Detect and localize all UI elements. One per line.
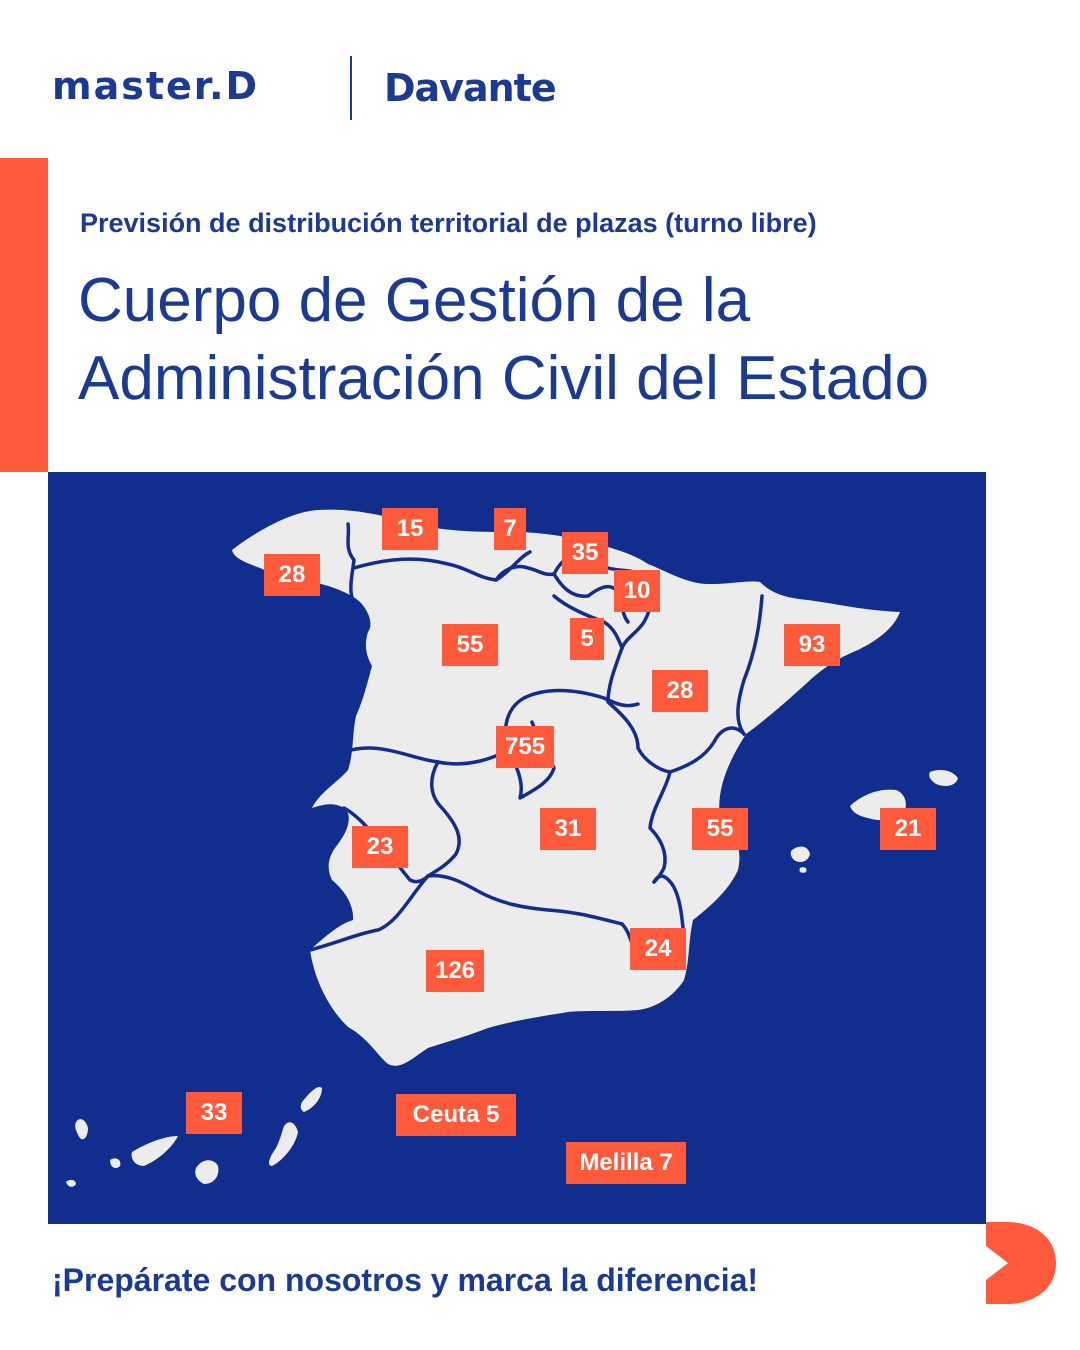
label-valencia: 55: [692, 808, 748, 850]
label-asturias: 15: [382, 508, 438, 550]
label-ceuta: Ceuta 5: [396, 1094, 516, 1136]
master-d-logo: master.D: [52, 64, 260, 108]
island-lanzarote: [301, 1087, 322, 1112]
logo-divider: [350, 56, 352, 120]
island-gran-canaria: [195, 1160, 218, 1184]
island-la-palma: [75, 1119, 88, 1139]
island-fuerteventura: [269, 1122, 298, 1166]
label-murcia: 24: [630, 928, 686, 970]
island-tenerife: [132, 1136, 178, 1166]
label-andalucia: 126: [426, 950, 484, 992]
label-cantabria: 7: [494, 508, 526, 550]
accent-bar: [0, 158, 48, 472]
header-logos: [52, 56, 572, 120]
island-formentera: [799, 867, 806, 873]
title-line-1: Cuerpo de Gestión de la: [78, 266, 751, 335]
tagline: ¡Prepárate con nosotros y marca la diferencia!: [52, 1262, 759, 1298]
island-menorca: [929, 770, 958, 786]
label-galicia: 28: [264, 554, 320, 596]
label-navarra: 10: [614, 570, 660, 612]
label-madrid: 755: [496, 726, 554, 768]
label-castilla-la-mancha: 31: [540, 808, 596, 850]
subtitle: Previsión de distribución territorial de plazas (turno libre): [80, 208, 817, 238]
label-canarias: 33: [186, 1092, 242, 1134]
island-gomera: [110, 1158, 120, 1168]
davante-logo: Davante: [384, 66, 556, 110]
island-ibiza: [791, 847, 810, 862]
spain-mainland: [232, 510, 900, 1066]
label-castilla-leon: 55: [442, 624, 498, 666]
label-aragon: 28: [652, 670, 708, 712]
label-melilla: Melilla 7: [566, 1142, 686, 1184]
map-panel: [48, 472, 986, 1224]
label-extremadura: 23: [352, 826, 408, 868]
label-pais-vasco: 35: [562, 532, 608, 574]
title-line-2: Administración Civil del Estado: [78, 344, 930, 413]
davante-mark-icon: [986, 1222, 1058, 1304]
label-cataluna: 93: [784, 624, 840, 666]
label-baleares: 21: [880, 808, 936, 850]
island-el-hierro: [66, 1180, 76, 1187]
label-la-rioja: 5: [570, 618, 604, 660]
page-title: [78, 262, 1058, 418]
